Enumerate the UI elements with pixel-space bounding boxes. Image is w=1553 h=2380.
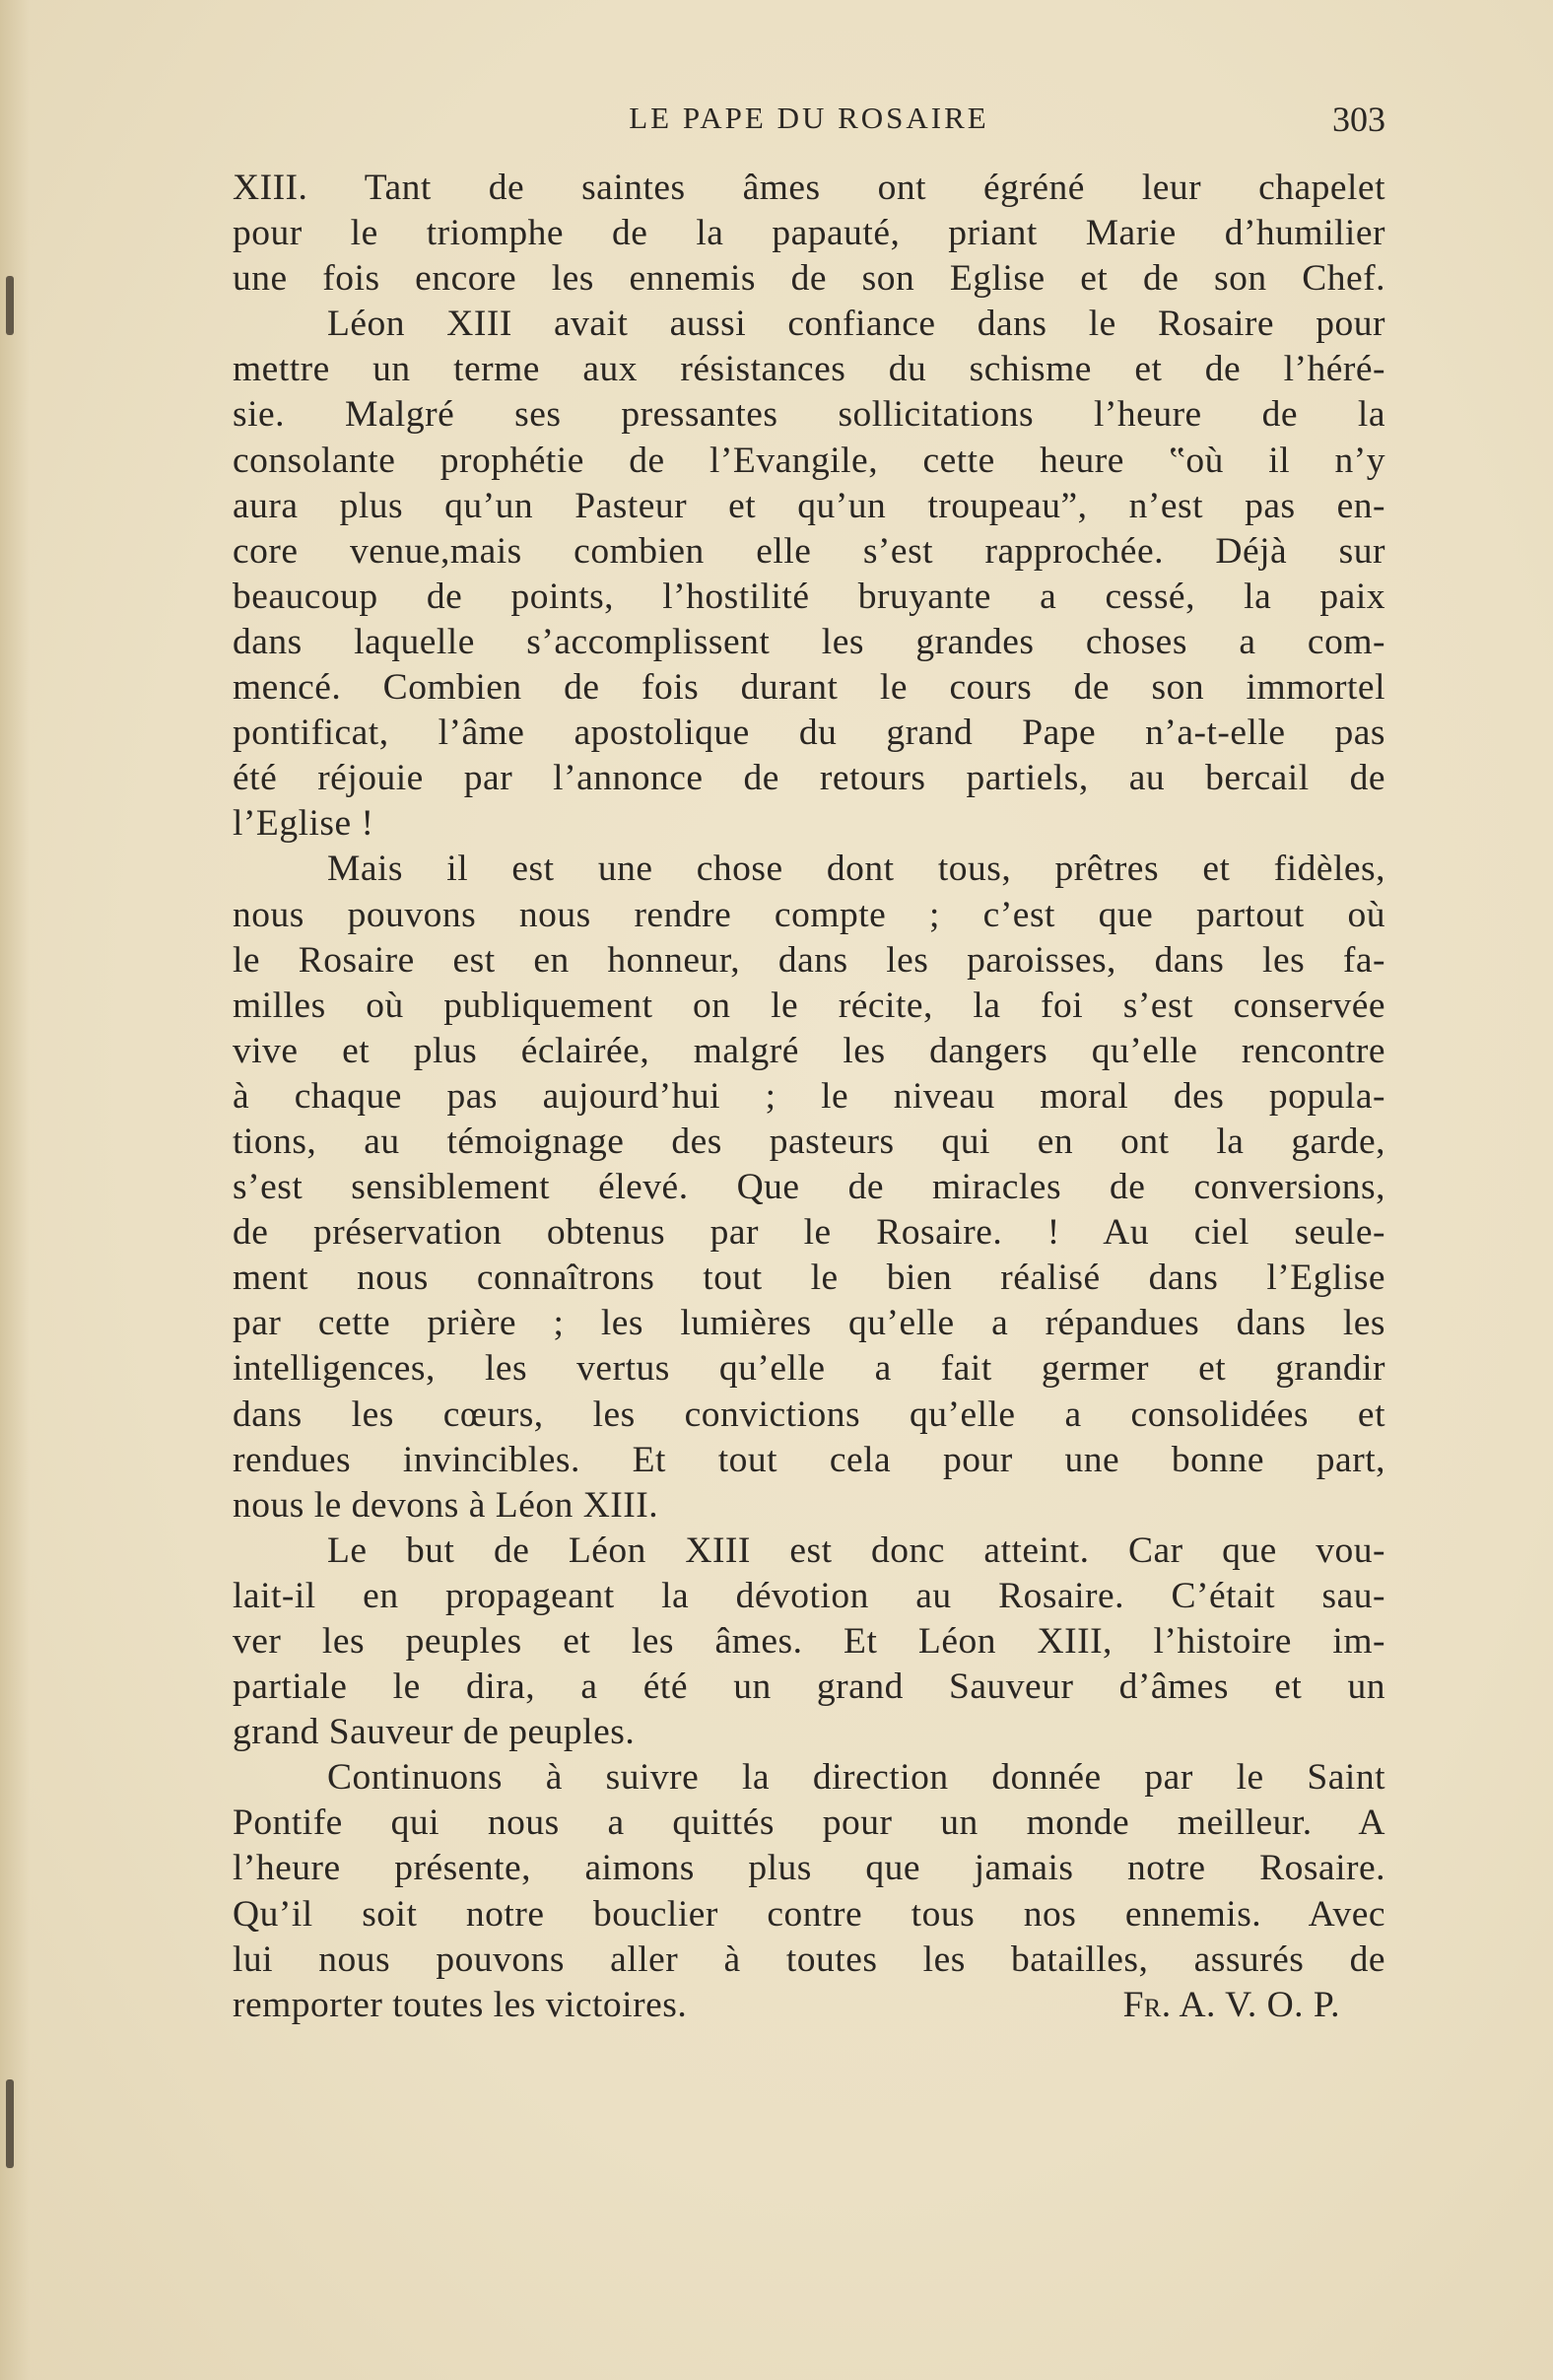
text-line: partiale le dira, a été un grand Sauveur d’âmes et un	[233, 1666, 1385, 1708]
text-line: dans laquelle s’accomplissent les grandes choses a com-	[233, 621, 1385, 662]
text-line: tions, au témoignage des pasteurs qui en ont la garde,	[233, 1121, 1385, 1162]
text-line: beaucoup de points, l’hostilité bruyante a cessé, la paix	[233, 576, 1385, 617]
paragraph	[233, 1755, 1385, 2028]
text-line: nous le devons à Léon XIII.	[233, 1484, 659, 1526]
text-line: Le but de Léon XIII est donc atteint. Car que vou-	[327, 1530, 1385, 1571]
margin-ink-mark	[6, 2079, 14, 2168]
text-line: Continuons à suivre la direction donnée par le Saint	[327, 1757, 1385, 1799]
text-line: s’est sensiblement élevé. Que de miracles de conversions,	[233, 1167, 1385, 1208]
text-line: mettre un terme aux résistances du schisme et de l’héré-	[233, 349, 1385, 390]
text-line: à chaque pas aujourd’hui ; le niveau moral des popula-	[233, 1075, 1385, 1117]
text-line: dans les cœurs, les convictions qu’elle a consolidées et	[233, 1394, 1385, 1435]
text-line: l’Eglise !	[233, 803, 374, 845]
text-line: ver les peuples et les âmes. Et Léon XIII, l’histoire im-	[233, 1621, 1385, 1662]
text-line: nous pouvons nous rendre compte ; c’est que partout où	[233, 894, 1385, 935]
paragraph	[233, 847, 1385, 1528]
margin-ink-mark	[6, 276, 14, 335]
text-line: Léon XIII avait aussi confiance dans le Rosaire pour	[327, 304, 1385, 345]
text-line: été réjouie par l’annonce de retours partiels, au bercail de	[233, 758, 1385, 799]
text-line: intelligences, les vertus qu’elle a fait germer et grandir	[233, 1348, 1385, 1390]
text-line: une fois encore les ennemis de son Eglise et de son Chef.	[233, 258, 1385, 300]
text-line: pontificat, l’âme apostolique du grand Pape n’a-t-elle pas	[233, 713, 1385, 754]
paragraph	[233, 302, 1385, 847]
text-line: aura plus qu’un Pasteur et qu’un troupeau”, n’est pas en-	[233, 485, 1385, 526]
page-edge-shadow	[0, 0, 30, 2380]
text-line: vive et plus éclairée, malgré les dangers qu’elle rencontre	[233, 1030, 1385, 1071]
text-line: ment nous connaîtrons tout le bien réalisé dans l’Eglise	[233, 1258, 1385, 1299]
page-header	[233, 95, 1385, 144]
text-line: par cette prière ; les lumières qu’elle a répandues dans les	[233, 1303, 1385, 1344]
text-line: mencé. Combien de fois durant le cours de son immortel	[233, 667, 1385, 709]
text-line: XIII. Tant de saintes âmes ont égréné leur chapelet	[233, 168, 1385, 208]
text-line: lait-il en propageant la dévotion au Rosaire. C’était sau-	[233, 1575, 1385, 1616]
closing-line	[233, 1983, 1385, 2028]
text-line: le Rosaire est en honneur, dans les paroisses, dans les fa-	[233, 939, 1385, 981]
text-line: l’heure présente, aimons plus que jamais notre Rosaire.	[233, 1848, 1385, 1889]
text-line: Mais il est une chose dont tous, prêtres et fidèles,	[327, 849, 1385, 890]
paragraph	[233, 166, 1385, 302]
text-line: lui nous pouvons aller à toutes les batailles, assurés de	[233, 1938, 1385, 1980]
closing-text: remporter toutes les victoires.	[233, 1984, 688, 2025]
text-line: milles où publiquement on le récite, la foi s’est conservée	[233, 985, 1385, 1026]
text-line: pour le triomphe de la papauté, priant Marie d’humilier	[233, 213, 1385, 254]
text-line: grand Sauveur de peuples.	[233, 1712, 636, 1753]
text-line: Qu’il soit notre bouclier contre tous nos ennemis. Avec	[233, 1893, 1385, 1935]
text-line: consolante prophétie de l’Evangile, cette heure ‟où il n’y	[233, 440, 1385, 481]
text-line: sie. Malgré ses pressantes sollicitations l’heure de la	[233, 394, 1385, 436]
page-number: 303	[1332, 100, 1385, 139]
author-signature: Fr. A. V. O. P.	[1122, 1984, 1340, 2025]
text-line: Pontife qui nous a quittés pour un monde meilleur. A	[233, 1802, 1385, 1844]
text-line: core venue,mais combien elle s’est rapprochée. Déjà sur	[233, 530, 1385, 572]
text-line: de préservation obtenus par le Rosaire. ! Au ciel seule-	[233, 1212, 1385, 1254]
paragraph	[233, 1529, 1385, 1755]
body-text	[233, 166, 1385, 2028]
running-title: LE PAPE DU ROSAIRE	[629, 101, 989, 135]
text-line: rendues invincibles. Et tout cela pour une bonne part,	[233, 1439, 1385, 1480]
